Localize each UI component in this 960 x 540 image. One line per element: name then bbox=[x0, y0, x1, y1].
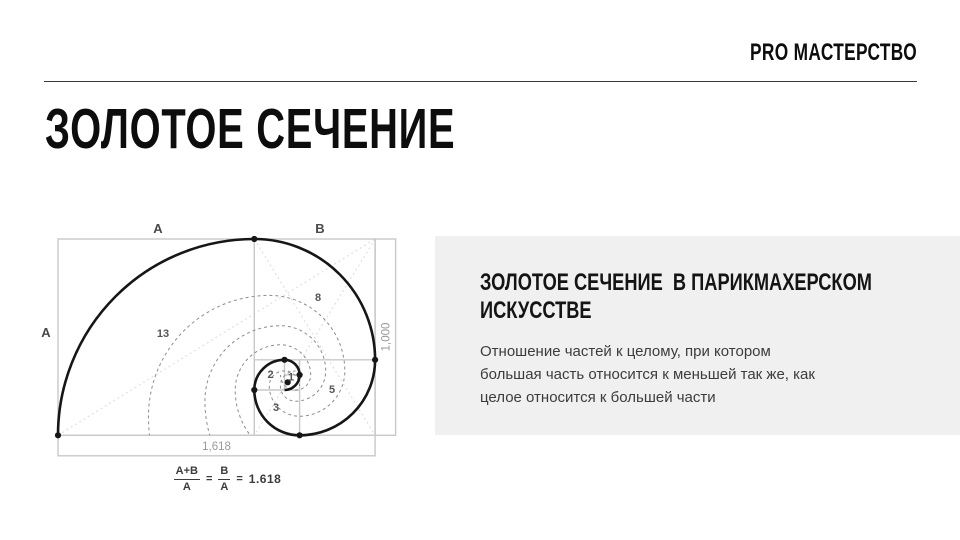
square-1-label: 1 bbox=[287, 371, 295, 384]
height-dimension: 1,000 bbox=[380, 322, 393, 352]
info-panel bbox=[435, 236, 960, 435]
description-line-1: Отношение частей к целому, при котором bbox=[480, 343, 771, 361]
fraction-a-plus-b-over-a bbox=[174, 464, 200, 495]
panel-heading bbox=[480, 269, 872, 325]
equals-sign: = bbox=[236, 473, 243, 486]
brand-logo: PRO МАСТЕРСТВО bbox=[749, 39, 917, 66]
header-divider bbox=[44, 81, 917, 82]
spiral-point bbox=[251, 236, 257, 242]
width-dimension: 1,618 bbox=[202, 440, 231, 453]
side-label-a-left: A bbox=[41, 325, 51, 340]
dashed-spiral-copies bbox=[149, 218, 411, 458]
golden-spiral-figure bbox=[30, 218, 410, 458]
square-13-label: 13 bbox=[156, 328, 170, 340]
side-label-b-top: B bbox=[315, 221, 325, 236]
side-label-a-top: A bbox=[153, 221, 163, 236]
panel-heading-line-1: ЗОЛОТОЕ СЕЧЕНИЕ В ПАРИКМАХЕРСКОМ bbox=[480, 269, 872, 296]
spiral-point bbox=[297, 432, 303, 438]
fraction-numerator: A+B bbox=[174, 464, 200, 480]
golden-ratio-value: 1.618 bbox=[248, 472, 282, 487]
square-3-label: 3 bbox=[272, 402, 280, 414]
golden-rectangle-grid bbox=[58, 239, 396, 456]
spiral-point bbox=[281, 357, 287, 363]
description-line-2: большая часть относится к меньшей так же, как bbox=[480, 366, 815, 384]
panel-description bbox=[480, 341, 930, 410]
spiral-point bbox=[55, 432, 61, 438]
spiral-point bbox=[372, 357, 378, 363]
panel-heading-line-2: ИСКУССТВЕ bbox=[480, 297, 592, 325]
golden-ratio-formula bbox=[160, 464, 295, 495]
description-line-3: целое относится к большей части bbox=[480, 389, 716, 407]
square-8-label: 8 bbox=[314, 292, 322, 304]
fraction-b-over-a bbox=[218, 464, 230, 495]
equals-sign: = bbox=[205, 473, 213, 486]
spiral-point bbox=[251, 387, 257, 393]
spiral-point bbox=[297, 372, 303, 378]
fraction-denominator: A bbox=[220, 481, 229, 494]
fraction-denominator: A bbox=[182, 481, 191, 494]
page-title: ЗОЛОТОЕ СЕЧЕНИЕ bbox=[45, 97, 456, 161]
fibonacci-numbers bbox=[157, 292, 335, 414]
fraction-numerator: B bbox=[218, 464, 230, 480]
square-5-label: 5 bbox=[328, 384, 336, 396]
square-2-label: 2 bbox=[267, 369, 274, 381]
golden-ratio-diagram bbox=[30, 218, 420, 518]
